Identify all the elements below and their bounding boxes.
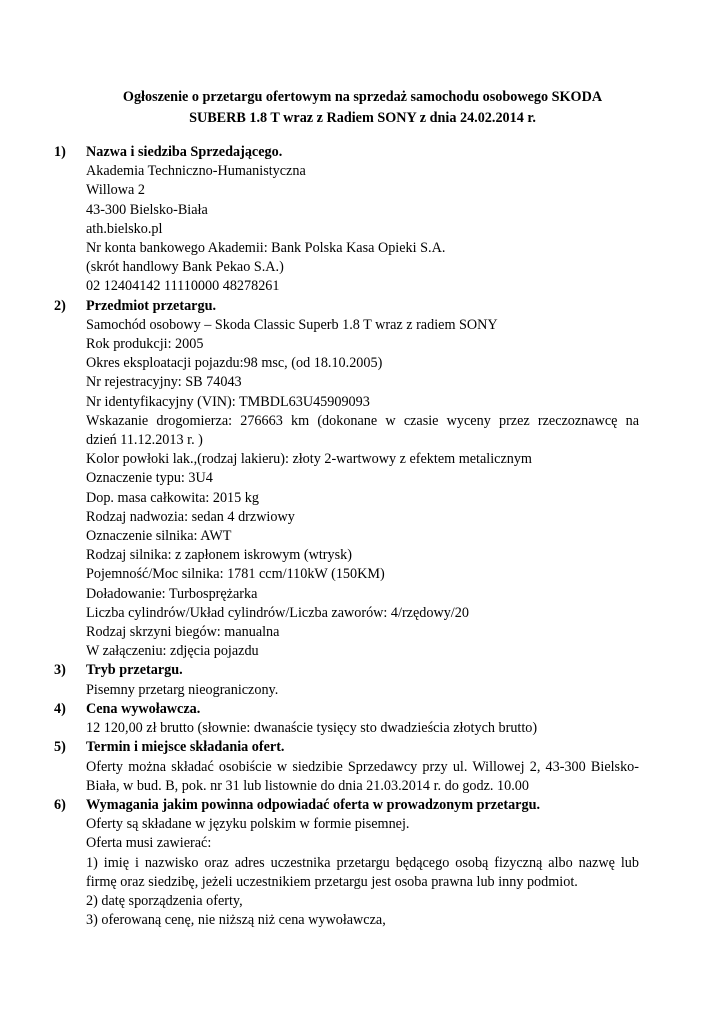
section-number: 5): [54, 739, 66, 756]
section-line: 3) oferowaną cenę, nie niższą niż cena wywoławcza,: [86, 912, 386, 929]
section-line: Nr identyfikacyjny (VIN): TMBDL63U45909093: [86, 393, 370, 410]
odometer-paragraph: [86, 412, 639, 450]
section-heading: Wymagania jakim powinna odpowiadać oferta w prowadzonym przetargu.: [86, 796, 541, 813]
section-line: Nr rejestracyjny: SB 74043: [86, 374, 242, 391]
section-heading: Nazwa i siedziba Sprzedającego.: [86, 144, 283, 160]
section-line: Pojemność/Moc silnika: 1781 ccm/110kW (150KM): [86, 566, 385, 583]
sections-list: [0, 143, 725, 930]
section-line: Kolor powłoki lak.,(rodzaj lakieru): złoty 2-wartwowy z efektem metalicznym: [86, 451, 532, 468]
section-line: Oferty są składane w języku polskim w formie pisemnej.: [86, 816, 410, 833]
section-line: Pisemny przetarg nieograniczony.: [86, 681, 279, 698]
paragraph-row: Biała, w bud. B, pok. nr 31 lub listownie do dnia 21.03.2014 r. do godz. 10.00: [86, 777, 529, 794]
section-line: Samochód osobowy – Skoda Classic Superb 1.8 T wraz z radiem SONY: [86, 316, 498, 333]
section-line: Doładowanie: Turbosprężarka: [86, 585, 258, 602]
paragraph-row: dzień 11.12.2013 r. ): [86, 432, 203, 449]
section-line: Okres eksploatacji pojazdu:98 msc, (od 18.10.2005): [86, 355, 383, 372]
section-line: 12 120,00 zł brutto (słownie: dwanaście tysięcy sto dwadzieścia złotych brutto): [86, 720, 538, 737]
section-line: 2) datę sporządzenia oferty,: [86, 892, 243, 909]
section-line: Oznaczenie silnika: AWT: [86, 528, 232, 545]
section-deadline: [0, 738, 725, 796]
section-seller: [0, 143, 725, 297]
section-line: W załączeniu: zdjęcia pojazdu: [86, 643, 259, 660]
section-line: Willowa 2: [86, 182, 145, 199]
section-line: Rodzaj nadwozia: sedan 4 drzwiowy: [86, 508, 295, 525]
section-number: 3): [54, 662, 66, 679]
section-line: Rok produkcji: 2005: [86, 336, 204, 353]
section-line: Oznaczenie typu: 3U4: [86, 470, 213, 487]
section-line: Rodzaj skrzyni biegów: manualna: [86, 624, 280, 641]
section-mode: [0, 661, 725, 699]
deadline-paragraph: [86, 758, 639, 796]
section-heading: Cena wywoławcza.: [86, 700, 201, 717]
section-line: Rodzaj silnika: z zapłonem iskrowym (wtrysk): [86, 547, 352, 564]
paragraph-row: 1) imię i nazwisko oraz adres uczestnika przetargu będącego osobą fizyczną albo nazwę lub: [86, 854, 639, 871]
section-line: Dop. masa całkowita: 2015 kg: [86, 489, 259, 506]
section-line: 02 12404142 11110000 48278261: [86, 278, 280, 295]
section-heading: Tryb przetargu.: [86, 662, 183, 679]
section-line: ath.bielsko.pl: [86, 220, 163, 237]
section-line: Akademia Techniczno-Humanistyczna: [86, 163, 306, 180]
section-heading: Termin i miejsce składania ofert.: [86, 739, 285, 756]
section-number: 1): [54, 144, 66, 160]
section-line: 43-300 Bielsko-Biała: [86, 201, 208, 218]
section-line: Liczba cylindrów/Układ cylindrów/Liczba zaworów: 4/rzędowy/20: [86, 604, 469, 621]
paragraph-row: Oferty można składać osobiście w siedzibie Sprzedawcy przy ul. Willowej 2, 43-300 Bielsko-: [86, 758, 639, 775]
section-number: 4): [54, 700, 66, 717]
section-line: (skrót handlowy Bank Pekao S.A.): [86, 259, 284, 276]
section-number: 6): [54, 796, 66, 813]
section-price: [0, 700, 725, 738]
section-line: Nr konta bankowego Akademii: Bank Polska Kasa Opieki S.A.: [86, 240, 446, 257]
section-subject: [0, 297, 725, 662]
requirement-item-paragraph: [86, 854, 639, 892]
document-title: [60, 87, 665, 129]
paragraph-row: Wskazanie drogomierza: 276663 km (dokonane w czasie wyceny przez rzeczoznawcę na: [86, 412, 639, 429]
paragraph-row: firmę oraz siedzibę, jeżeli uczestnikiem przetargu jest osoba prawna lub inny podmiot.: [86, 873, 578, 890]
section-number: 2): [54, 297, 66, 314]
title-line-1: Ogłoszenie o przetargu ofertowym na sprzedaż samochodu osobowego SKODA: [122, 89, 603, 105]
section-heading: Przedmiot przetargu.: [86, 297, 217, 314]
title-line-2: SUBERB 1.8 T wraz z Radiem SONY z dnia 24.02.2014 r.: [189, 110, 536, 126]
section-line: Oferta musi zawierać:: [86, 835, 212, 852]
section-requirements: [0, 796, 725, 930]
